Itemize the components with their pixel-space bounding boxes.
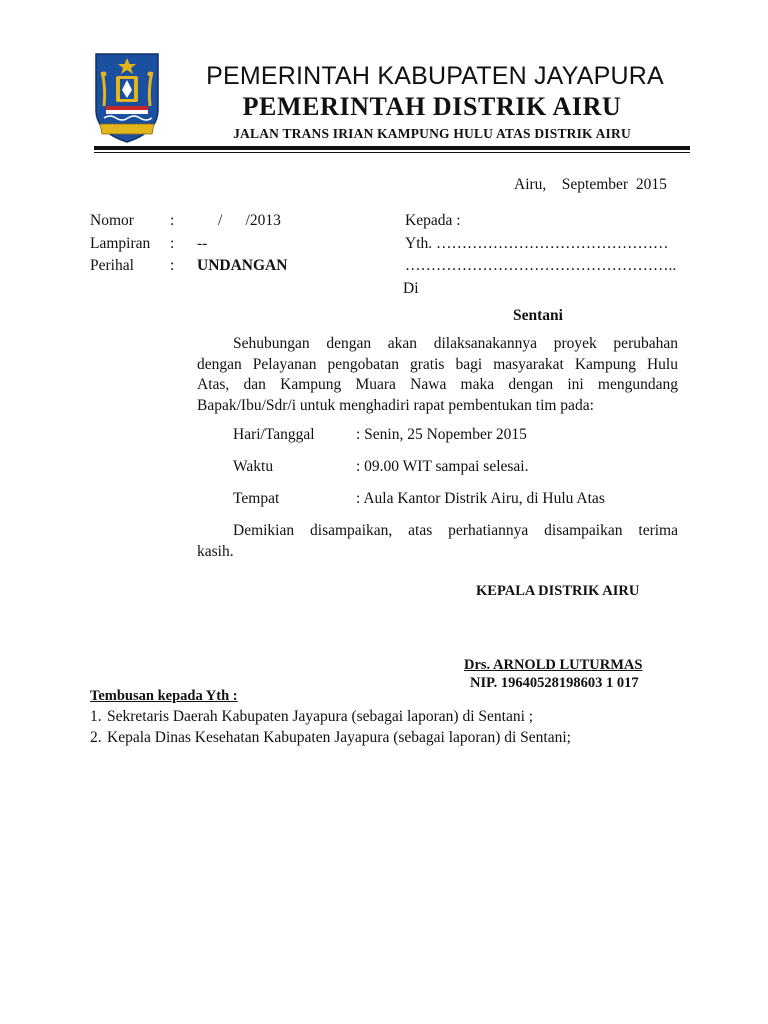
- recipient-yth: Yth. ………………………………………: [405, 235, 669, 252]
- nomor-colon: :: [170, 212, 175, 229]
- tembusan-item: [90, 708, 533, 726]
- tembusan-item-number: 1.: [90, 708, 102, 725]
- letterhead-divider-thick: [94, 146, 690, 150]
- signature-title: KEPALA DISTRIK AIRU: [476, 583, 640, 599]
- tembusan-item-text: Sekretaris Daerah Kabupaten Jayapura (sebagai laporan) di Sentani ;: [107, 708, 534, 725]
- perihal-label: Perihal: [90, 257, 134, 274]
- letterhead-address: JALAN TRANS IRIAN KAMPUNG HULU ATAS DISTRIK AIRU: [233, 126, 631, 141]
- jayapura-regency-emblem-icon: [92, 48, 162, 144]
- detail-value-hari: : Senin, 25 Nopember 2015: [356, 426, 527, 443]
- tembusan-item-number: 2.: [90, 729, 102, 746]
- detail-value-waktu: : 09.00 WIT sampai selesai.: [356, 458, 529, 475]
- letterhead-divider-thin: [94, 152, 690, 153]
- body-paragraph-opening: [197, 334, 678, 417]
- letter-date: Airu, September 2015: [514, 176, 667, 193]
- detail-label-waktu: Waktu: [233, 458, 274, 475]
- tembusan-item: [90, 729, 571, 747]
- recipient-kepada: Kepada :: [405, 212, 461, 229]
- paragraph-line: dengan Pelayanan pengobatan gratis bagi masyarakat Kampung Hulu: [197, 355, 678, 373]
- letterhead-district-title: PEMERINTAH DISTRIK AIRU: [242, 92, 622, 121]
- nomor-value: / /2013: [218, 212, 281, 229]
- tembusan-item-text: Kepala Dinas Kesehatan Kabupaten Jayapura (sebagai laporan) di Sentani;: [107, 729, 571, 746]
- signature-name: Drs. ARNOLD LUTURMAS: [464, 657, 643, 673]
- paragraph-line: Bapak/Ibu/Sdr/i untuk menghadiri rapat pembentukan tim pada:: [197, 397, 594, 415]
- perihal-colon: :: [170, 257, 175, 274]
- paragraph-line: Sehubungan dengan akan dilaksanakannya proyek perubahan: [233, 335, 678, 352]
- lampiran-value: --: [197, 235, 208, 252]
- recipient-place: Sentani: [513, 307, 563, 324]
- recipient-di: Di: [403, 280, 419, 297]
- detail-value-tempat: : Aula Kantor Distrik Airu, di Hulu Atas: [356, 490, 605, 507]
- signature-nip: NIP. 19640528198603 1 017: [470, 675, 639, 691]
- paragraph-line: kasih.: [197, 542, 234, 560]
- letterhead-government-title: PEMERINTAH KABUPATEN JAYAPURA: [206, 62, 664, 90]
- paragraph-line: Atas, dan Kampung Muara Nawa maka dengan ini mengundang: [197, 376, 678, 394]
- body-paragraph-closing: [197, 521, 678, 562]
- perihal-value: UNDANGAN: [197, 257, 288, 274]
- detail-label-tempat: Tempat: [233, 490, 280, 507]
- lampiran-colon: :: [170, 235, 175, 252]
- tembusan-title: Tembusan kepada Yth :: [90, 688, 238, 704]
- nomor-label: Nomor: [90, 212, 134, 229]
- recipient-dots: ……………………………………………..: [405, 257, 677, 274]
- paragraph-line: Demikian disampaikan, atas perhatiannya disampaikan terima: [233, 522, 678, 539]
- detail-label-hari: Hari/Tanggal: [233, 426, 315, 443]
- lampiran-label: Lampiran: [90, 235, 151, 252]
